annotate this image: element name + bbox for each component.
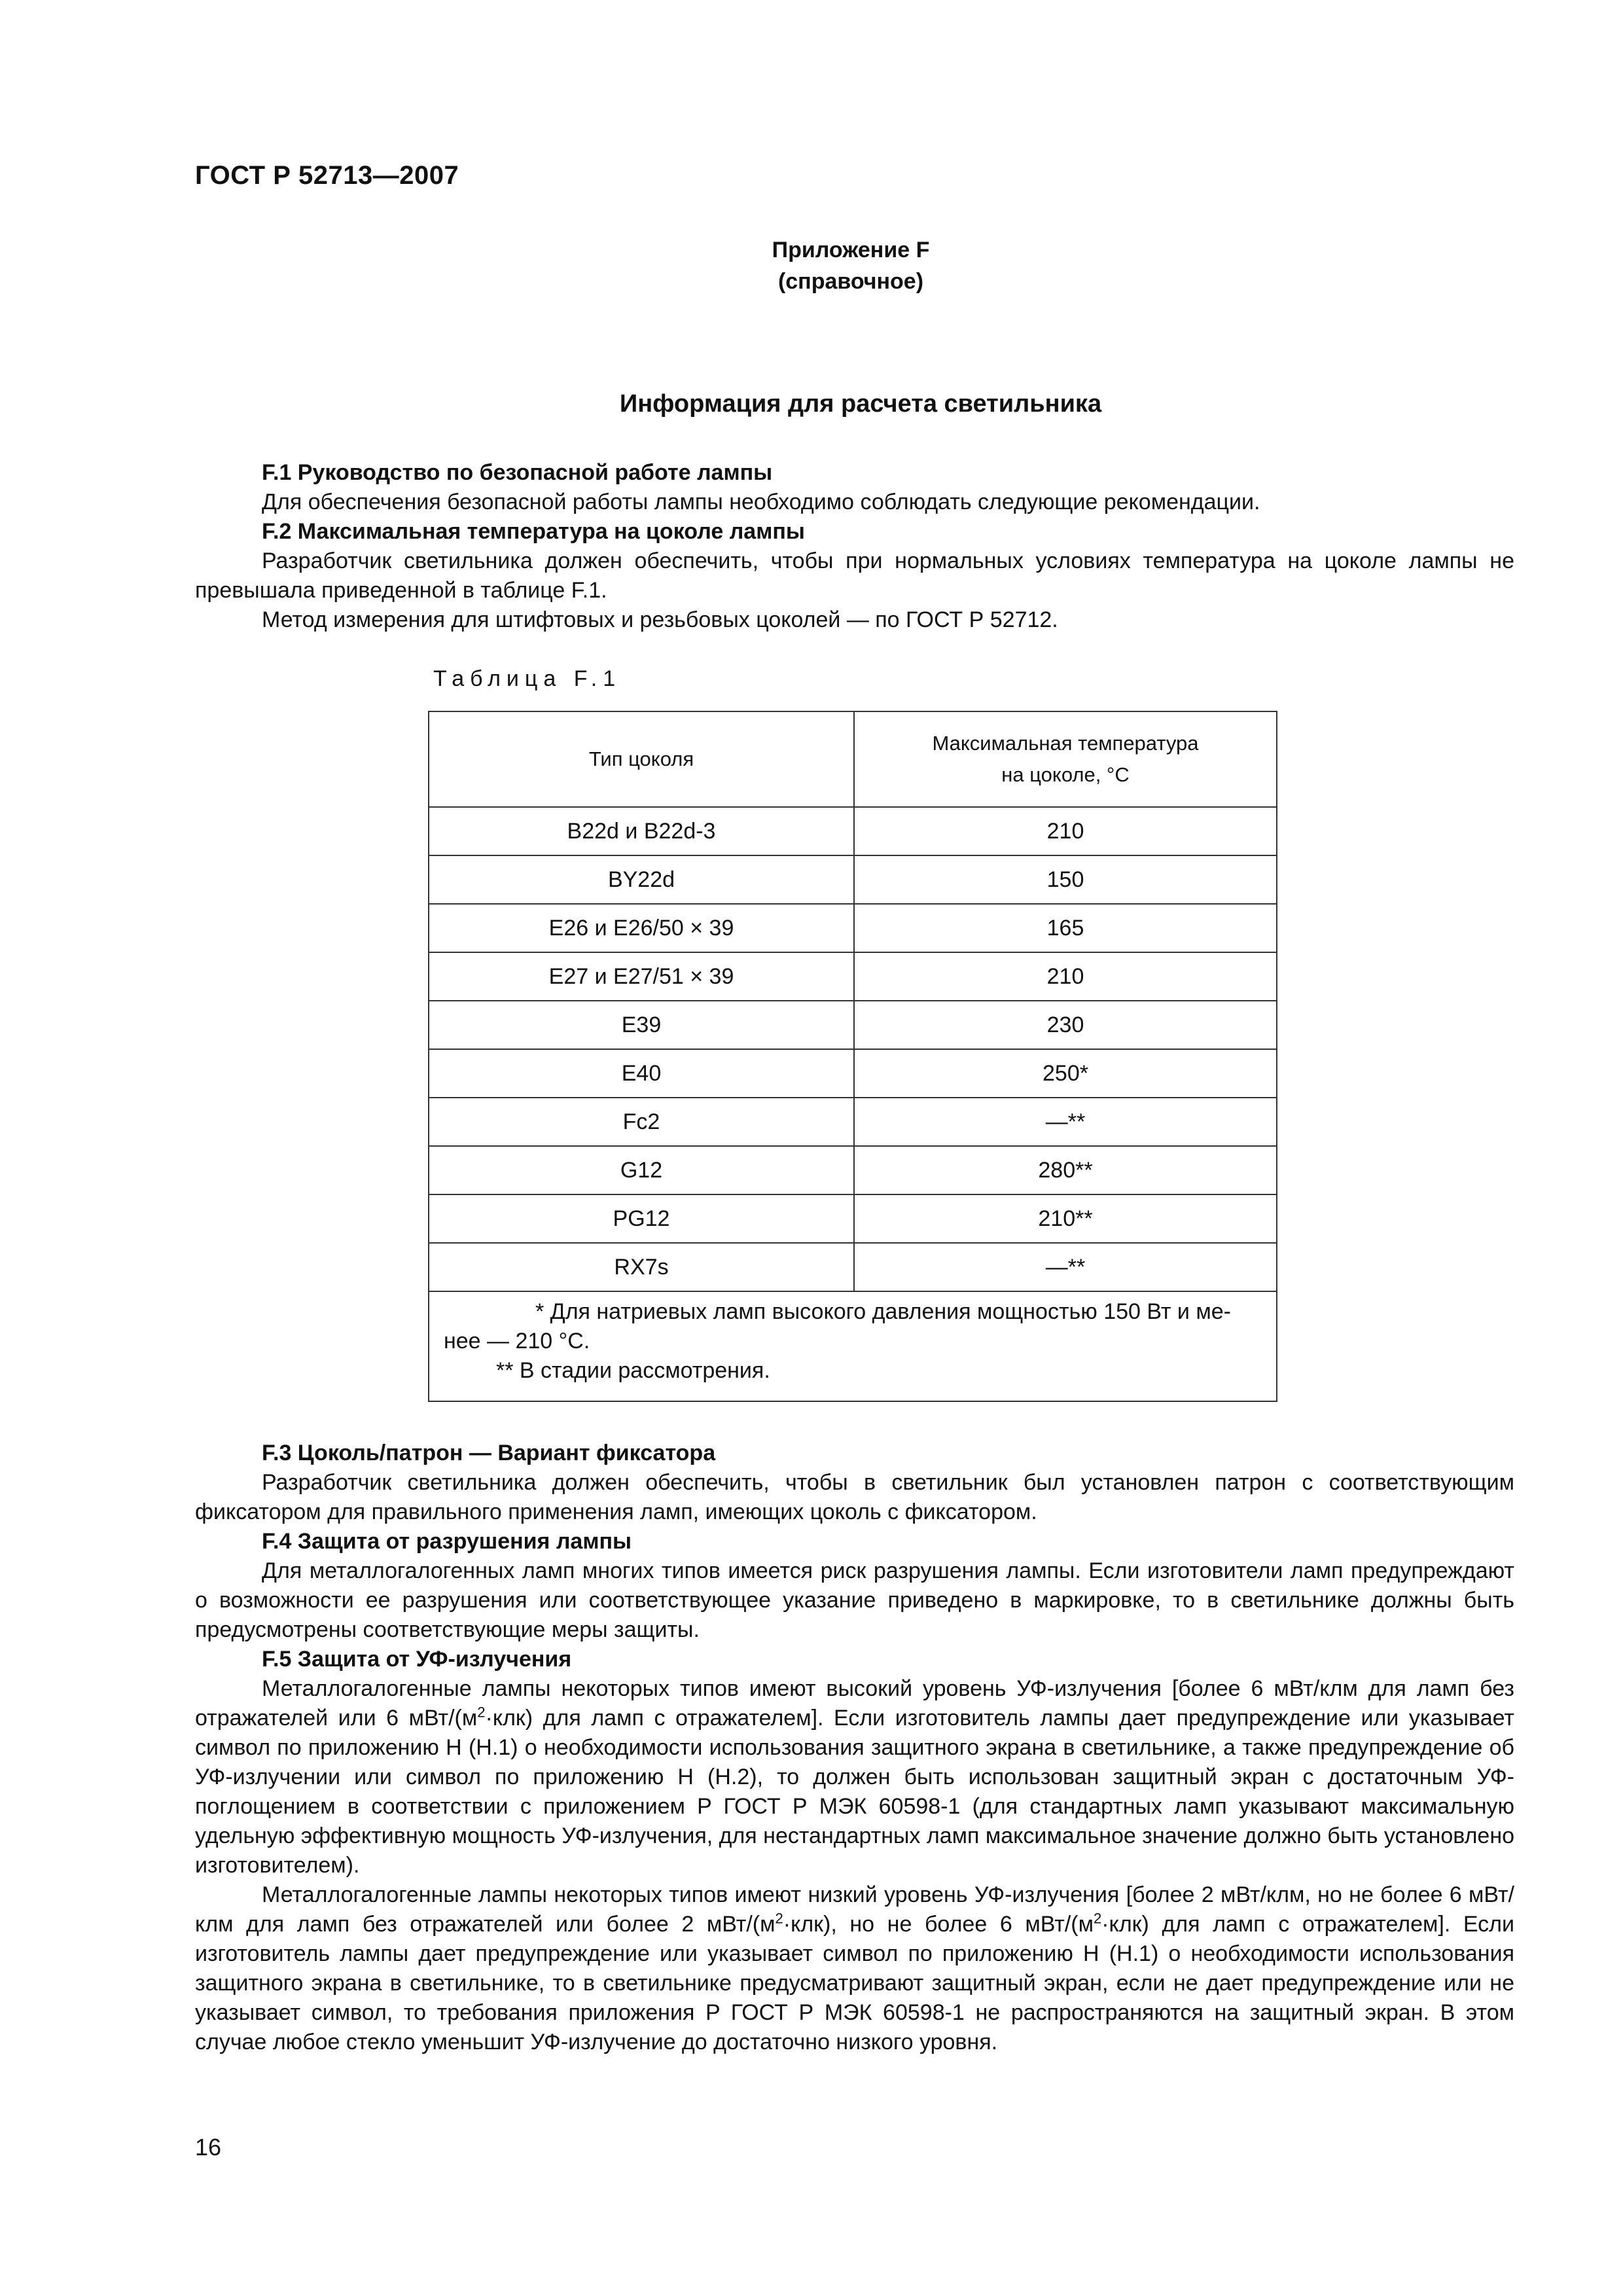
section-heading-f3: F.3 Цоколь/патрон — Вариант фиксатора [262, 1441, 716, 1465]
section-text-f1: Для обеспечения безопасной работы лампы необходимо соблюдать следующие рекомендации. [262, 490, 1260, 514]
table-header-max-temp-line2: на цоколе, °C [1001, 763, 1130, 786]
table-cell-temp: —** [854, 1243, 1277, 1291]
document-code: ГОСТ Р 52713—2007 [195, 161, 459, 190]
table-notes-row [429, 1291, 1277, 1401]
page-number: 16 [195, 2134, 222, 2161]
table-cell-base: E26 и E26/50 × 39 [429, 904, 854, 952]
table-row [429, 1098, 1277, 1146]
table-cell-temp: 250* [854, 1049, 1277, 1098]
section-heading-f5: F.5 Защита от УФ-излучения [262, 1647, 572, 1672]
section-text-f4: Для металлогалогенных ламп многих типов имеется риск разрушения лампы. Если изготовители ламп предупреждают о возможности ее разрушения или соответствующее указание приведено в маркировке, то в светильнике должны быть предусмотрены соответствующие меры защиты. [195, 1558, 1514, 1642]
table-header-base-type: Тип цоколя [429, 711, 854, 807]
table-header-row [429, 711, 1277, 807]
table-cell-temp: 210** [854, 1194, 1277, 1243]
sections-top [195, 458, 1514, 635]
table-row [429, 1001, 1277, 1049]
f5-p2-part-b: ·клк), но не более 6 мВт/(м [783, 1912, 1094, 1937]
table-cell-temp: 280** [854, 1146, 1277, 1194]
section-text-f2-2: Метод измерения для штифтовых и резьбовых цоколей — по ГОСТ Р 52712. [262, 607, 1058, 632]
f5-p1-superscript: 2 [477, 1704, 486, 1721]
table-note-1b: нее — 210 °C. [444, 1329, 590, 1354]
f5-p2-part-a: Металлогалогенные лампы некоторых типов имеют низкий уровень УФ-излучения [более 2 мВт/клм, но не более 6 мВт/клм для ламп без отражателей или более 2 мВт/(м [195, 1882, 1514, 1937]
table-notes [429, 1291, 1277, 1401]
section-text-f2-1: Разработчик светильника должен обеспечить, чтобы при нормальных условиях температура на цоколе лампы не превышала приведенной в таблице F.1. [195, 548, 1514, 603]
section-heading-f2: F.2 Максимальная температура на цоколе лампы [262, 519, 805, 544]
f5-p1-part-b: ·клк) для ламп с отражателем]. Если изготовитель лампы дает предупреждение или указывает символ по приложению H (H.1) о необходимости использования защитного экрана в светильнике, а также предупреждение об УФ-излучении или символ по приложению H (H.2), то должен быть использован защитный экран с достаточным УФ-поглощением в соответствии с приложением P ГОСТ Р МЭК 60598-1 (для стандартных ламп указывают максимальную удельную эффективную мощность УФ-излучения, для нестандартных ламп максимальное значение должно быть установлено изготовителем). [195, 1706, 1515, 1878]
table-cell-base: Fc2 [429, 1098, 854, 1146]
table-note-1a: * Для натриевых ламп высокого давления мощностью 150 Вт и ме- [535, 1299, 1231, 1324]
section-text-f5-2 [195, 1880, 1514, 2057]
table-row [429, 855, 1277, 904]
table-cell-base: RX7s [429, 1243, 854, 1291]
annex-heading [720, 234, 982, 297]
annex-title: Информация для расчета светильника [619, 390, 1102, 418]
table-cell-temp: 165 [854, 904, 1277, 952]
f5-p1-part-a: Металлогалогенные лампы некоторых типов имеют высокий уровень УФ-излучения [более 6 мВт/клм для ламп без отражателей или 6 мВт/(м [195, 1676, 1514, 1731]
section-text-f3: Разработчик светильника должен обеспечить, чтобы в светильник был установлен патрон с соответствующим фиксатором для правильного применения ламп, имеющих цоколь с фиксатором. [195, 1470, 1514, 1524]
table-cell-base: E39 [429, 1001, 854, 1049]
table-cell-temp: 210 [854, 952, 1277, 1001]
section-heading-f4: F.4 Защита от разрушения лампы [262, 1529, 632, 1554]
f5-p2-part-c: ·клк) для ламп с отражателем]. Если изготовитель лампы дает предупреждение или указывает символ по приложению H (H.1) о необходимости использования защитного экрана в светильнике, то в светильнике предусматривают защитный экран, если не дает предупреждение или не указывает символ, то требования приложения P ГОСТ Р МЭК 60598-1 не распространяются на защитный экран. В этом случае любое стекло уменьшит УФ-излучение до достаточно низкого уровня. [195, 1912, 1514, 2054]
table-cell-temp: —** [854, 1098, 1277, 1146]
table-row [429, 952, 1277, 1001]
table-row [429, 1049, 1277, 1098]
table-row [429, 904, 1277, 952]
table-row [429, 1194, 1277, 1243]
annex-kind: (справочное) [777, 269, 924, 294]
table-header-max-temp-line1: Максимальная температура [932, 732, 1199, 755]
table-cell-temp: 210 [854, 807, 1277, 855]
table-cell-base: B22d и B22d-3 [429, 807, 854, 855]
table-cell-base: E27 и E27/51 × 39 [429, 952, 854, 1001]
table-header-max-temp [854, 711, 1277, 807]
annex-label: Приложение F [772, 238, 930, 262]
table-f1 [428, 711, 1277, 1402]
table-cell-base: PG12 [429, 1194, 854, 1243]
table-row [429, 807, 1277, 855]
table-caption: Таблица F.1 [433, 666, 622, 691]
f5-p2-superscript-2: 2 [1093, 1910, 1102, 1927]
table-row [429, 1243, 1277, 1291]
table-cell-temp: 230 [854, 1001, 1277, 1049]
table-cell-base: G12 [429, 1146, 854, 1194]
section-text-f5-1 [195, 1674, 1514, 1880]
table-cell-base: E40 [429, 1049, 854, 1098]
section-heading-f1: F.1 Руководство по безопасной работе лампы [262, 460, 773, 485]
table-row [429, 1146, 1277, 1194]
table-cell-base: BY22d [429, 855, 854, 904]
f5-p2-superscript-1: 2 [775, 1910, 783, 1927]
table-note-2: ** В стадии рассмотрения. [496, 1358, 770, 1383]
table-cell-temp: 150 [854, 855, 1277, 904]
sections-bottom [195, 1439, 1514, 2057]
